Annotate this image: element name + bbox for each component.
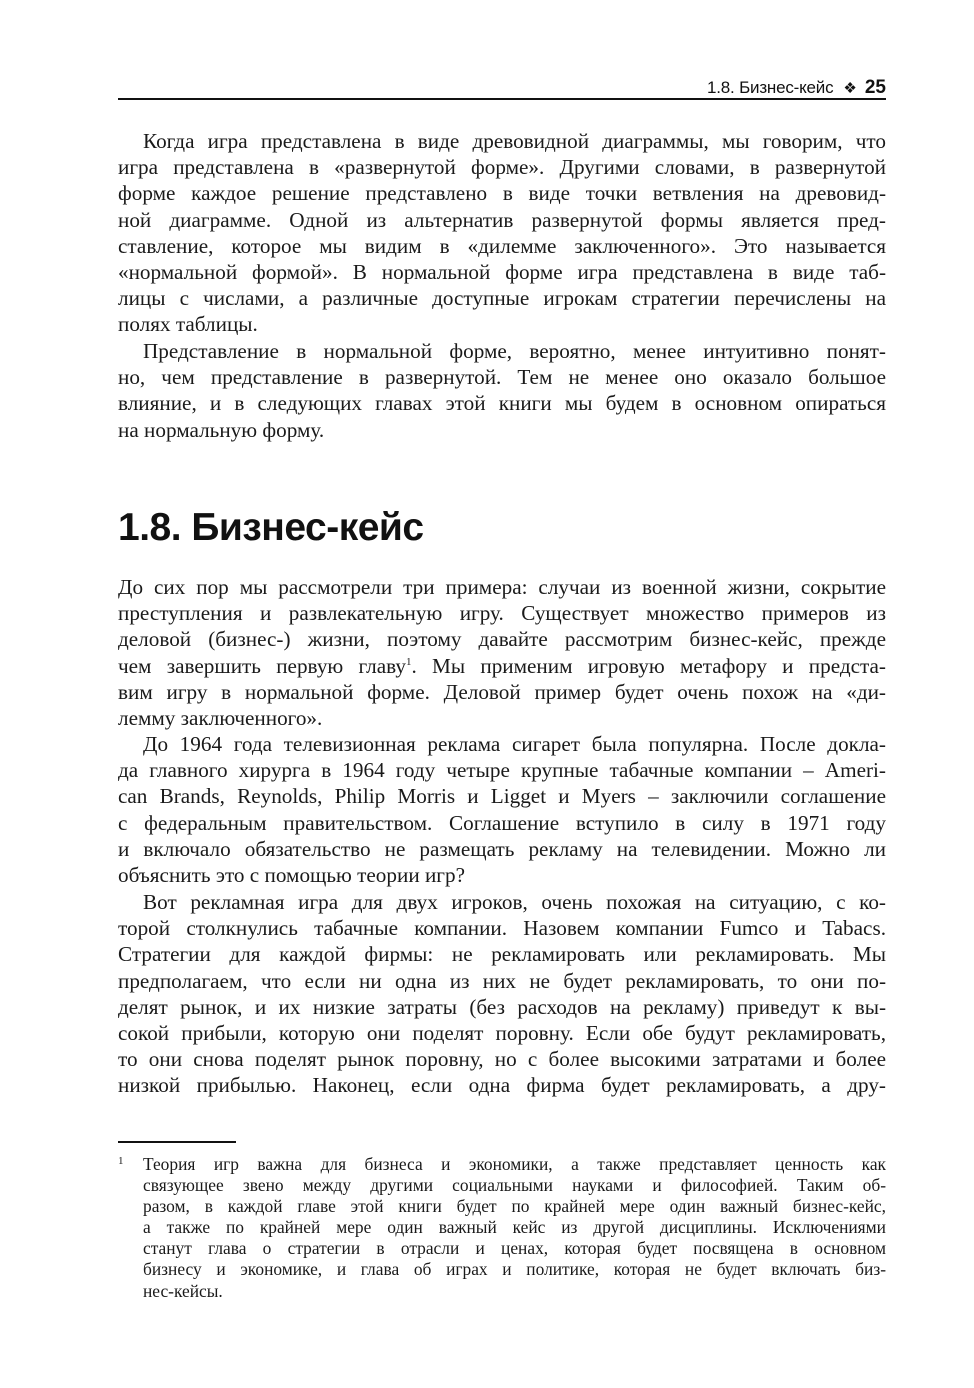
text-line: торой столкнулись табачные компании. Назовем компании Fumco и Tabacs. <box>118 916 886 941</box>
text-line: влияние, и в следующих главах этой книги мы будем в основном опираться <box>118 391 886 416</box>
footnote-line: бизнесу и экономике, и глава об играх и политике, которая не будет включать биз- <box>143 1259 886 1280</box>
footnote-body <box>143 1154 886 1302</box>
footnote-reference[interactable]: 1 <box>405 655 412 668</box>
text-line: предполагаем, что если ни одна из них не будет рекламировать, то они по- <box>118 968 886 993</box>
footnote-line: а также по крайней мере один важный кейс из другой дисциплины. Исключениями <box>143 1217 886 1238</box>
text-fragment: чем завершить первую главу <box>118 653 406 678</box>
text-line: can Brands, Reynolds, Philip Morris и Ligget и Myers – заключили соглашение <box>118 784 886 809</box>
intro-paragraph-2 <box>118 338 886 443</box>
text-line-with-footnote <box>118 653 886 679</box>
section-paragraph-1 <box>118 574 886 731</box>
text-line: Представление в нормальной форме, вероятно, менее интуитивно понят- <box>143 339 886 363</box>
text-line: сокой прибыли, которую они поделят поровну. Если обе будут рекламировать, <box>118 1020 886 1045</box>
text-line: Когда игра представлена в виде древовидной диаграммы, мы говорим, что <box>143 129 886 153</box>
footnote-mark: 1 <box>118 1155 124 1167</box>
footnote-line: станут глава о стратегии в отрасли и ценах, которая будет посвящена в основном <box>143 1238 886 1259</box>
text-line: преступления и развлекательную игру. Существует множество примеров из <box>118 601 886 626</box>
text-line: До 1964 года телевизионная реклама сигарет была популярна. После докла- <box>143 732 886 756</box>
text-line: с федеральным правительством. Соглашение вступило в силу в 1971 году <box>118 810 886 835</box>
text-line: деловой (бизнес-) жизни, поэтому давайте рассмотрим бизнес-кейс, прежде <box>118 627 886 652</box>
section-paragraph-3 <box>118 889 886 1099</box>
text-line: делят рынок, и их низкие затраты (без расходов на рекламу) приведут к вы- <box>118 994 886 1019</box>
text-line: объяснить это с помощью теории игр? <box>118 862 465 887</box>
ornament-icon: ❖ <box>843 80 857 97</box>
section-paragraph-2 <box>118 731 886 888</box>
text-line: Вот рекламная игра для двух игроков, очень похожая на ситуацию, с ко- <box>143 890 886 914</box>
text-line: ной диаграмме. Одной из альтернатив развернутой формы является пред- <box>118 207 886 232</box>
text-line: вим игру в нормальной форме. Деловой пример будет очень похож на «ди- <box>118 679 886 704</box>
text-line: ставление, которое мы видим в «дилемме заключенного». Это называется <box>118 233 886 258</box>
section-heading: 1.8. Бизнес-кейс <box>118 506 424 549</box>
footnote-divider <box>118 1141 236 1143</box>
text-line: «нормальной формой». В нормальной форме игра представлена в виде таб- <box>118 259 886 284</box>
text-line: но, чем представление в развернутой. Тем не менее оно оказало большое <box>118 365 886 390</box>
text-line: лицы с числами, а различные доступные игрокам стратегии перечислены на <box>118 286 886 311</box>
text-line: игра представлена в «развернутой форме». Другими словами, в развернутой <box>118 155 886 180</box>
intro-paragraph-1 <box>118 128 886 338</box>
text-line: на нормальную форму. <box>118 417 325 442</box>
running-head-title: 1.8. Бизнес-кейс <box>706 78 834 97</box>
footnote-line: связующее звено между другими социальными науками и философией. Таким об- <box>143 1175 886 1196</box>
text-line: лемму заключенного». <box>118 705 323 730</box>
text-line: да главного хирурга в 1964 году четыре крупные табачные компании – Ameri- <box>118 758 886 783</box>
footnote <box>118 1154 886 1302</box>
text-line: До сих пор мы рассмотрели три примера: случаи из военной жизни, сокрытие <box>118 575 886 599</box>
text-line: низкой прибылью. Наконец, если одна фирма будет рекламировать, а дру- <box>118 1073 886 1098</box>
footnote-line: разом, в каждой главе этой книги будет по крайней мере один важный бизнес-кейс, <box>143 1196 886 1217</box>
running-head <box>118 76 886 100</box>
text-line: и включало обязательство не размещать рекламу на телевидении. Можно ли <box>118 836 886 861</box>
footnote-line: нес-кейсы. <box>143 1280 223 1301</box>
text-line: форме каждое решение представлено в виде точки ветвления на древовид- <box>118 181 886 206</box>
text-line: то они снова поделят рынок поровну, но с более высокими затратами и более <box>118 1047 886 1072</box>
footnote-line: Теория игр важна для бизнеса и экономики, а также представляет ценность как <box>143 1154 886 1174</box>
page-number: 25 <box>864 77 886 98</box>
running-head-content <box>707 77 886 99</box>
text-line: полях таблицы. <box>118 312 258 337</box>
text-line: Стратегии для каждой фирмы: не рекламировать или рекламировать. Мы <box>118 942 886 967</box>
text-fragment: . Мы применим игровую метафору и предста- <box>411 653 886 678</box>
